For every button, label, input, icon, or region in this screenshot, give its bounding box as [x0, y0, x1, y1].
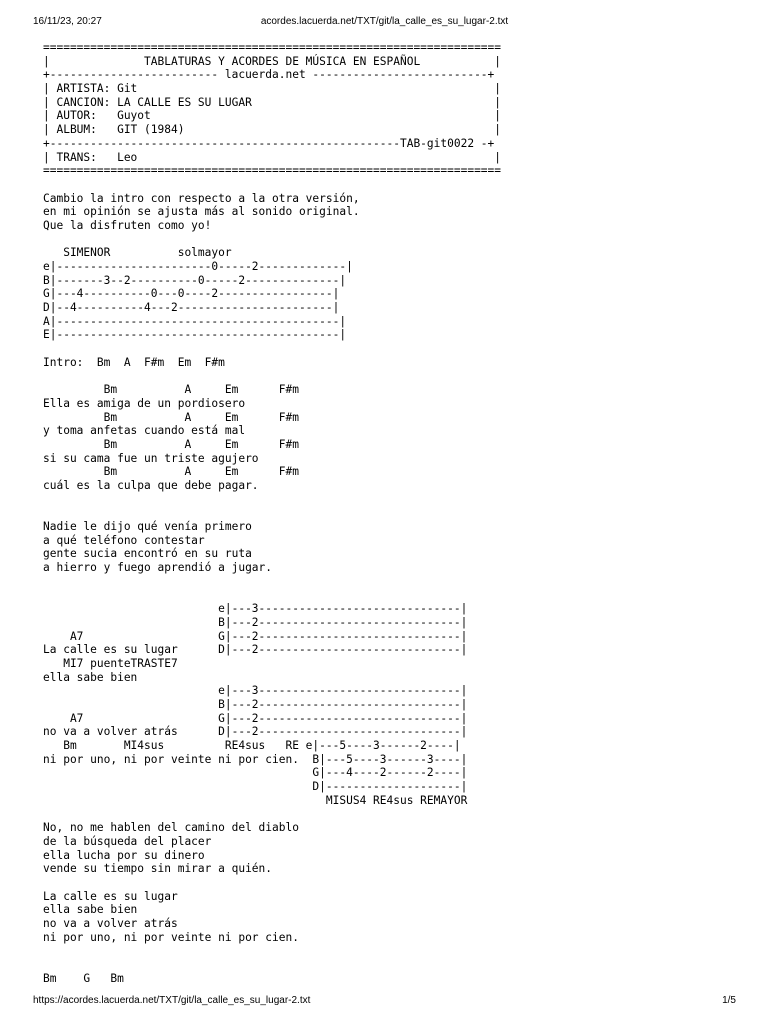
text-line: +----------------------------------------------------TAB-git0022 -+: [43, 136, 495, 150]
text-line: ella lucha por su dinero: [43, 848, 205, 862]
print-page-title: acordes.lacuerda.net/TXT/git/la_calle_es_su_lugar-2.txt: [260, 16, 509, 27]
text-line: | CANCION: LA CALLE ES SU LUGAR |: [43, 95, 502, 109]
print-header: [33, 15, 736, 29]
text-line: [43, 876, 743, 890]
text-line: gente sucia encontró en su ruta: [43, 547, 252, 561]
text-line: E|------------------------------------------|: [43, 328, 347, 342]
text-line: [43, 944, 743, 958]
text-line: Que la disfruten como yo!: [43, 218, 212, 232]
text-line: B|-------3--2----------0-----2--------------|: [43, 273, 347, 287]
print-datetime: 16/11/23, 20:27: [33, 16, 102, 27]
text-line: a hierro y fuego aprendió a jugar.: [43, 561, 273, 575]
text-line: [43, 342, 743, 356]
text-line: D|--------------------|: [43, 780, 468, 794]
text-line: D|--4----------4---2-----------------------|: [43, 301, 340, 315]
text-line: no va a volver atrás: [43, 917, 178, 930]
text-line: B|---2------------------------------|: [43, 615, 468, 629]
text-line: MI7 puenteTRASTE7: [43, 656, 178, 670]
text-line: Intro: Bm A F#m Em F#m: [43, 355, 225, 369]
text-line: ====================================================================: [43, 164, 502, 178]
text-line: Bm A Em F#m: [43, 437, 299, 451]
text-line: | AUTOR: Guyot |: [43, 109, 502, 123]
text-line: SIMENOR solmayor: [43, 246, 232, 260]
text-line: ella sabe bien: [43, 903, 138, 917]
text-line: La calle es su lugar D|---2------------------------------|: [43, 643, 468, 657]
text-line: e|---3------------------------------|: [43, 684, 468, 698]
text-line: [43, 370, 743, 384]
text-line: [43, 589, 743, 603]
text-line: [43, 808, 743, 822]
text-line: ni por uno, ni por veinte ni por cien.: [43, 930, 299, 944]
text-line: ====================================================================: [43, 41, 502, 54]
text-line: ni por uno, ni por veinte ni por cien. B|---5----3------3----|: [43, 752, 468, 766]
tab-document-text: [43, 41, 743, 985]
text-line: no va a volver atrás D|---2------------------------------|: [43, 725, 468, 739]
text-line: | TRANS: Leo |: [43, 150, 502, 164]
text-line: e|---3------------------------------|: [43, 602, 468, 616]
text-line: G|---4----2------2----|: [43, 766, 468, 780]
print-url: https://acordes.lacuerda.net/TXT/git/la_calle_es_su_lugar-2.txt: [33, 995, 311, 1006]
text-line: [43, 178, 743, 192]
text-line: A7 G|---2------------------------------|: [43, 711, 468, 725]
text-line: e|-----------------------0-----2-------------|: [43, 260, 353, 273]
text-line: y toma anfetas cuando está mal: [43, 424, 246, 438]
print-footer: [33, 994, 736, 1008]
text-line: Nadie le dijo qué venía primero: [43, 520, 252, 534]
text-line: La calle es su lugar: [43, 889, 178, 903]
text-line: Bm A Em F#m: [43, 410, 299, 424]
text-line: | TABLATURAS Y ACORDES DE MÚSICA EN ESPAÑOL |: [43, 54, 502, 68]
text-line: vende su tiempo sin mirar a quién.: [43, 862, 273, 876]
text-line: en mi opinión se ajusta más al sonido original.: [43, 205, 360, 219]
text-line: de la búsqueda del placer: [43, 834, 212, 848]
text-line: Bm A Em F#m: [43, 383, 299, 397]
text-line: Bm G Bm: [43, 971, 124, 985]
text-line: [43, 958, 743, 972]
text-line: [43, 506, 743, 520]
text-line: Cambio la intro con respecto a la otra versión,: [43, 191, 360, 205]
text-line: Bm MI4sus RE4sus RE e|---5----3------2----|: [43, 739, 461, 753]
text-line: +------------------------- lacuerda.net --------------------------+: [43, 68, 495, 82]
text-line: si su cama fue un triste agujero: [43, 451, 259, 465]
text-line: Ella es amiga de un pordiosero: [43, 396, 246, 410]
text-line: cuál es la culpa que debe pagar.: [43, 479, 259, 492]
text-line: | ARTISTA: Git |: [43, 82, 502, 96]
text-line: MISUS4 RE4sus REMAYOR: [43, 793, 468, 807]
text-line: G|---4----------0---0----2-----------------|: [43, 287, 340, 301]
text-line: A7 G|---2------------------------------|: [43, 629, 468, 643]
text-line: a qué teléfono contestar: [43, 533, 205, 547]
text-line: | ALBUM: GIT (1984) |: [43, 123, 502, 137]
text-line: [43, 233, 743, 247]
text-line: [43, 575, 743, 589]
text-line: [43, 493, 743, 507]
text-line: Bm A Em F#m: [43, 465, 299, 479]
print-page-number: 1/5: [722, 995, 736, 1006]
text-line: B|---2------------------------------|: [43, 698, 468, 711]
text-line: ella sabe bien: [43, 670, 138, 684]
text-line: A|------------------------------------------|: [43, 314, 347, 328]
text-line: No, no me hablen del camino del diablo: [43, 821, 299, 835]
